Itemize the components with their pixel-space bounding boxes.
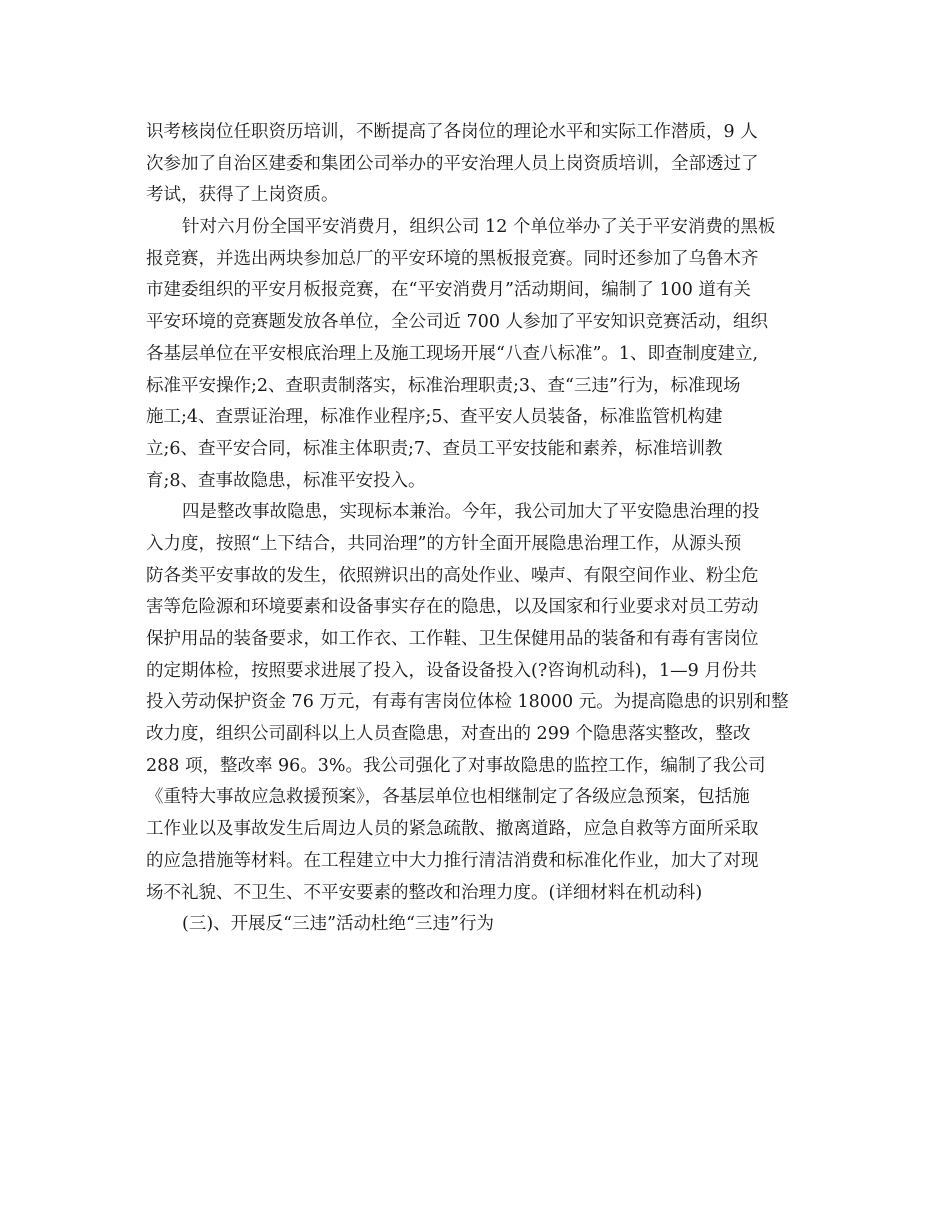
text-line: 的应急措施等材料。在工程建立中大力推行清洁消费和标准化作业，加大了对现 [146, 850, 759, 871]
document-body [146, 117, 826, 941]
text-line: 施工;4、查票证治理，标准作业程序;5、查平安人员装备，标准监管机构建 [146, 407, 723, 428]
text-line: 工作业以及事故发生后周边人员的紧急疏散、撤离道路，应急自救等方面所采取 [146, 819, 759, 840]
text-line: 育;8、查事故隐患，标准平安投入。 [146, 470, 426, 491]
paragraph-first-line: 针对六月份全国平安消费月，组织公司 12 个单位举办了关于平安消费的黑板 [182, 217, 776, 238]
text-line: 《重特大事故应急救援预案》，各基层单位也相继制定了各级应急预案，包括施 [146, 787, 750, 808]
text-line: 改力度，组织公司副科以上人员查隐患，对查出的 299 个隐患落实整改，整改 [146, 724, 751, 745]
paragraph-first-line: 四是整改事故隐患，实现标本兼治。今年，我公司加大了平安隐患治理的投 [182, 502, 760, 523]
text-line: 平安环境的竞赛题发放各单位，全公司近 700 人参加了平安知识竞赛活动，组织 [146, 312, 769, 333]
text-line: 标准平安操作;2、查职责制落实，标准治理职责;3、查“三违”行为，标准现场 [146, 375, 741, 396]
text-line: 防各类平安事故的发生，依照辨识出的高处作业、噪声、有限空间作业、粉尘危 [146, 565, 759, 586]
text-line: 288 项，整改率 96。3%。我公司强化了对事故隐患的监控工作，编制了我公司 [146, 755, 766, 776]
text-line: 立;6、查平安合同，标准主体职责;7、查员工平安技能和素养，标准培训教 [146, 438, 723, 459]
text-line: 的定期体检，按照要求进展了投入，设备设备投入(?咨询机动科)，1—9 月份共 [146, 660, 757, 681]
text-line: 考试，获得了上岗资质。 [146, 185, 339, 206]
text-line: 投入劳动保护资金 76 万元，有毒有害岗位体检 18000 元。为提高隐患的识别和整 [146, 692, 789, 713]
text-line: 报竞赛，并选出两块参加总厂的平安环境的黑板报竞赛。同时还参加了乌鲁木齐 [146, 248, 759, 269]
text-line: 市建委组织的平安月板报竞赛，在“平安消费月”活动期间，编制了 100 道有关 [146, 280, 751, 301]
paragraph-first-line: (三)、开展反“三违”活动杜绝“三违”行为 [182, 914, 494, 935]
text-line: 场不礼貌、不卫生、不平安要素的整改和治理力度。(详细材料在机动科) [146, 882, 703, 903]
text-line: 入力度，按照“上下结合，共同治理”的方针全面开展隐患治理工作，从源头预 [146, 533, 742, 554]
text-line: 识考核岗位任职资历培训，不断提高了各岗位的理论水平和实际工作潜质，9 人 [146, 122, 758, 142]
text-line: 害等危险源和环境要素和设备事实存在的隐患，以及国家和行业要求对员工劳动 [146, 597, 759, 618]
text-line: 保护用品的装备要求，如工作衣、工作鞋、卫生保健用品的装备和有毒有害岗位 [146, 629, 759, 649]
text-line: 各基层单位在平安根底治理上及施工现场开展“八查八标准”。1、即查制度建立, [146, 343, 759, 364]
text-line: 次参加了自治区建委和集团公司举办的平安治理人员上岗资质培训，全部透过了 [146, 153, 759, 174]
